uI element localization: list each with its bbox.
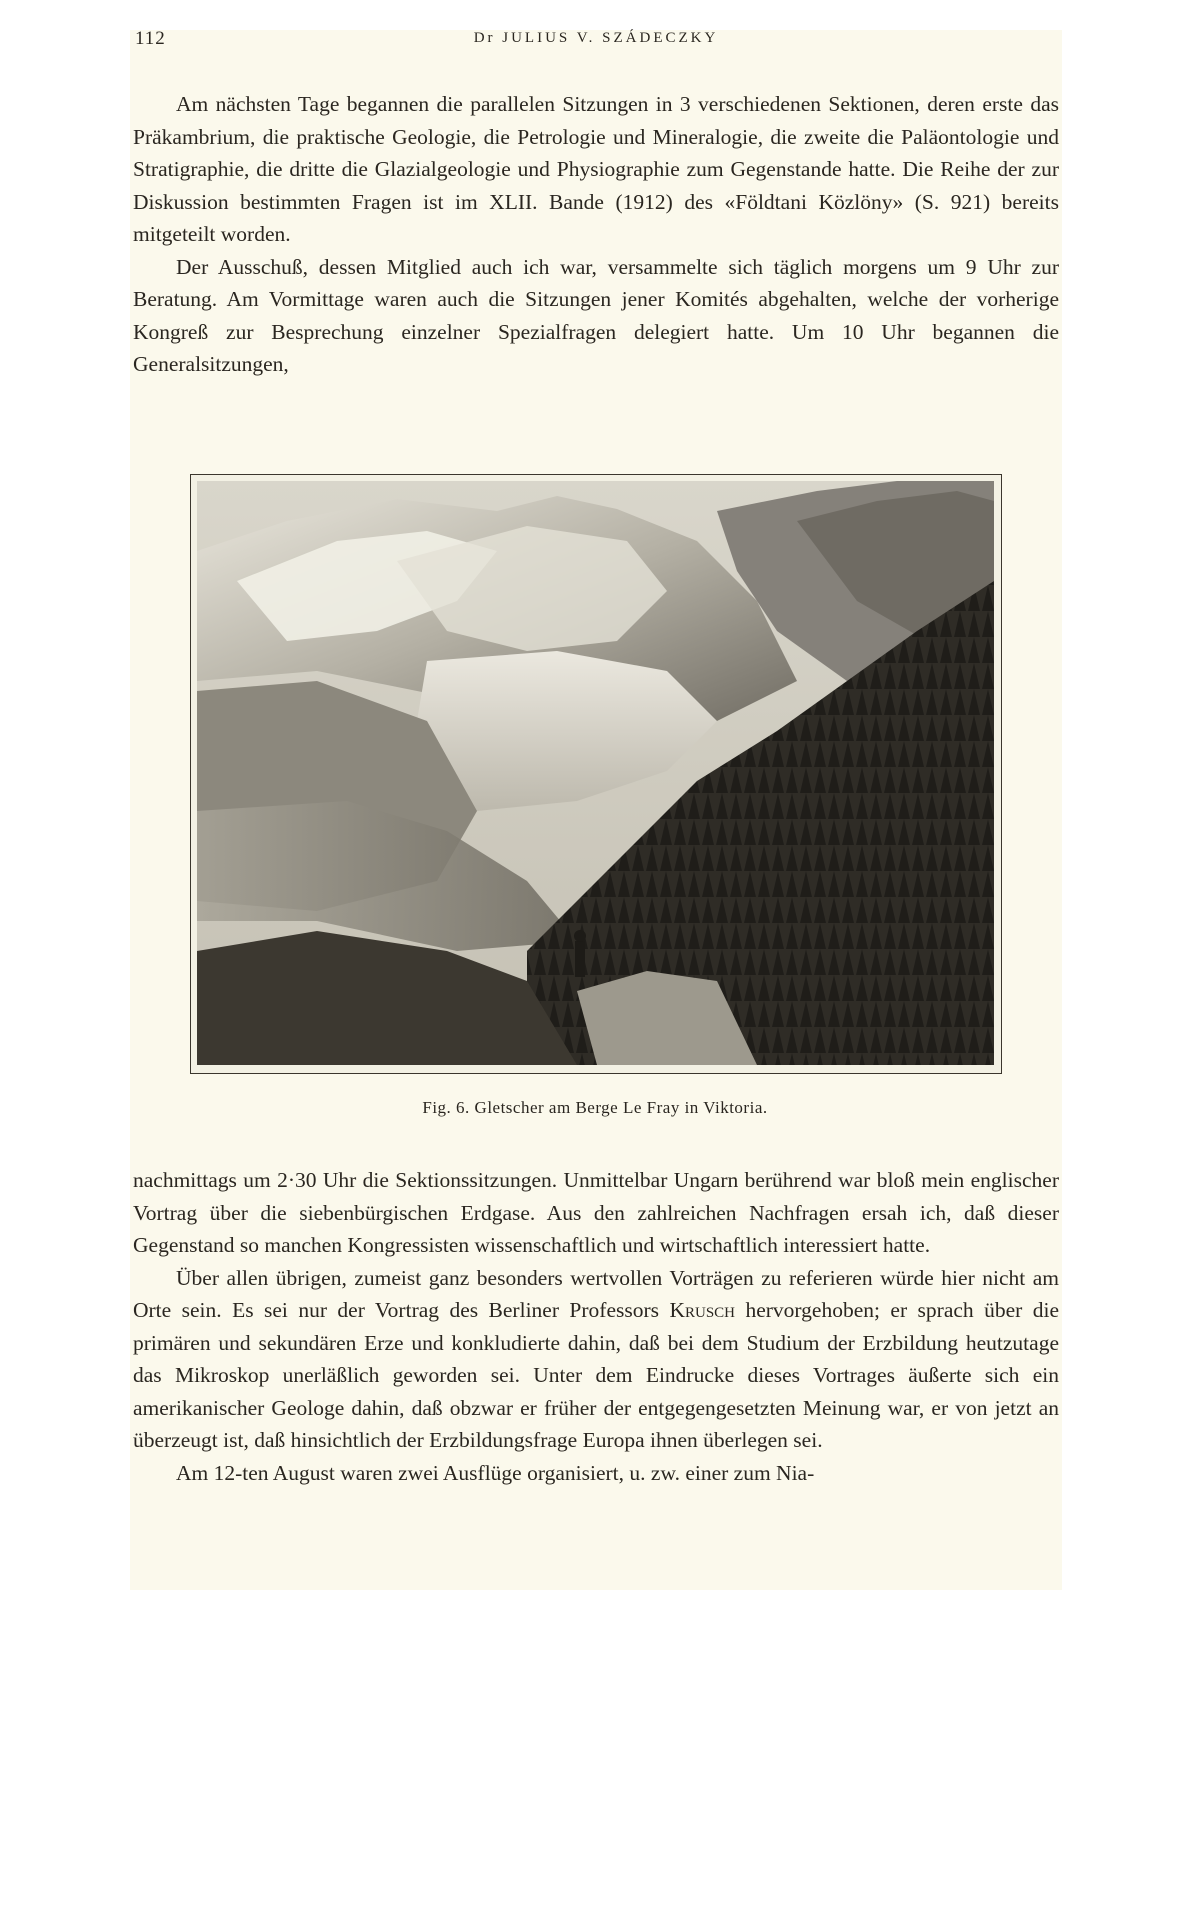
running-head bbox=[135, 28, 1057, 56]
person-name: Krusch bbox=[669, 1298, 735, 1322]
body-text-top bbox=[133, 88, 1059, 381]
paragraph: nachmittags um 2·30 Uhr die Sektionssitzungen. Unmittelbar Ungarn berührend war bloß mein englischer Vortrag über die siebenbürgischen Erdgase. Aus den zahlreichen Nachfragen ersah ich, daß dieser Gegenstand so manchen Kongressisten wissenschaftlich und wirtschaftlich interessiert hatte. bbox=[133, 1168, 1059, 1257]
paragraph: Der Ausschuß, dessen Mitglied auch ich war, versammelte sich täglich morgens um 9 Uhr zur Beratung. Am Vormittage waren auch die Sitzungen jener Komités abgehalten, welche der vorherige Kongreß zur Besprechung einzelner Spezialfragen delegiert hatte. Um 10 Uhr begannen die Generalsitzungen, bbox=[133, 254, 1059, 376]
figure-caption: Fig. 6. Gletscher am Berge Le Fray in Viktoria. bbox=[422, 1098, 768, 1117]
paragraph-text: hervorgehoben; er sprach über die primären und sekundären Erze und konkludierte dahin, daß bei dem Studium der Erzbildung heutzutage das Mikroskop unerläßlich geworden sei. Unter dem Eindrucke dieses Vortrages äußerte sich ein amerikanischer Geologe dahin, daß obzwar er früher der entgegengesetzten Meinung war, er von jetzt an überzeugt ist, daß hinsichtlich der Erzbildungsfrage Europa ihnen überlegen sei. bbox=[133, 1298, 1059, 1452]
running-head-author: Dr JULIUS V. SZÁDECZKY bbox=[473, 30, 719, 46]
paragraph: Am 12-ten August waren zwei Ausflüge organisiert, u. zw. einer zum Nia- bbox=[176, 1460, 815, 1485]
figure bbox=[190, 474, 1002, 1074]
body-text-bottom bbox=[133, 1164, 1059, 1489]
glacier-photograph bbox=[197, 481, 994, 1065]
paragraph-text: Über allen übrigen, zumeist ganz besonders wertvollen Vorträgen zu referieren würde hier nicht am Orte sein. Es sei nur der Vortrag des Berliner Professors bbox=[133, 1265, 1059, 1322]
paragraph: Am nächsten Tage begannen die parallelen Sitzungen in 3 verschiedenen Sektionen, deren erste das Präkambrium, die praktische Geologie, die Petrologie und Mineralogie, die zweite die Paläontologie und Stratigraphie, die dritte die Glazialgeologie und Physiographie zum Gegenstande hatte. Die Reihe der zur Diskussion bestimmten Fragen ist im XLII. Bande (1912) des «Földtani Közlöny» (S. 921) bereits mitgeteilt worden. bbox=[133, 92, 1059, 246]
paragraph bbox=[133, 1262, 1059, 1457]
page-number: 112 bbox=[135, 28, 166, 49]
